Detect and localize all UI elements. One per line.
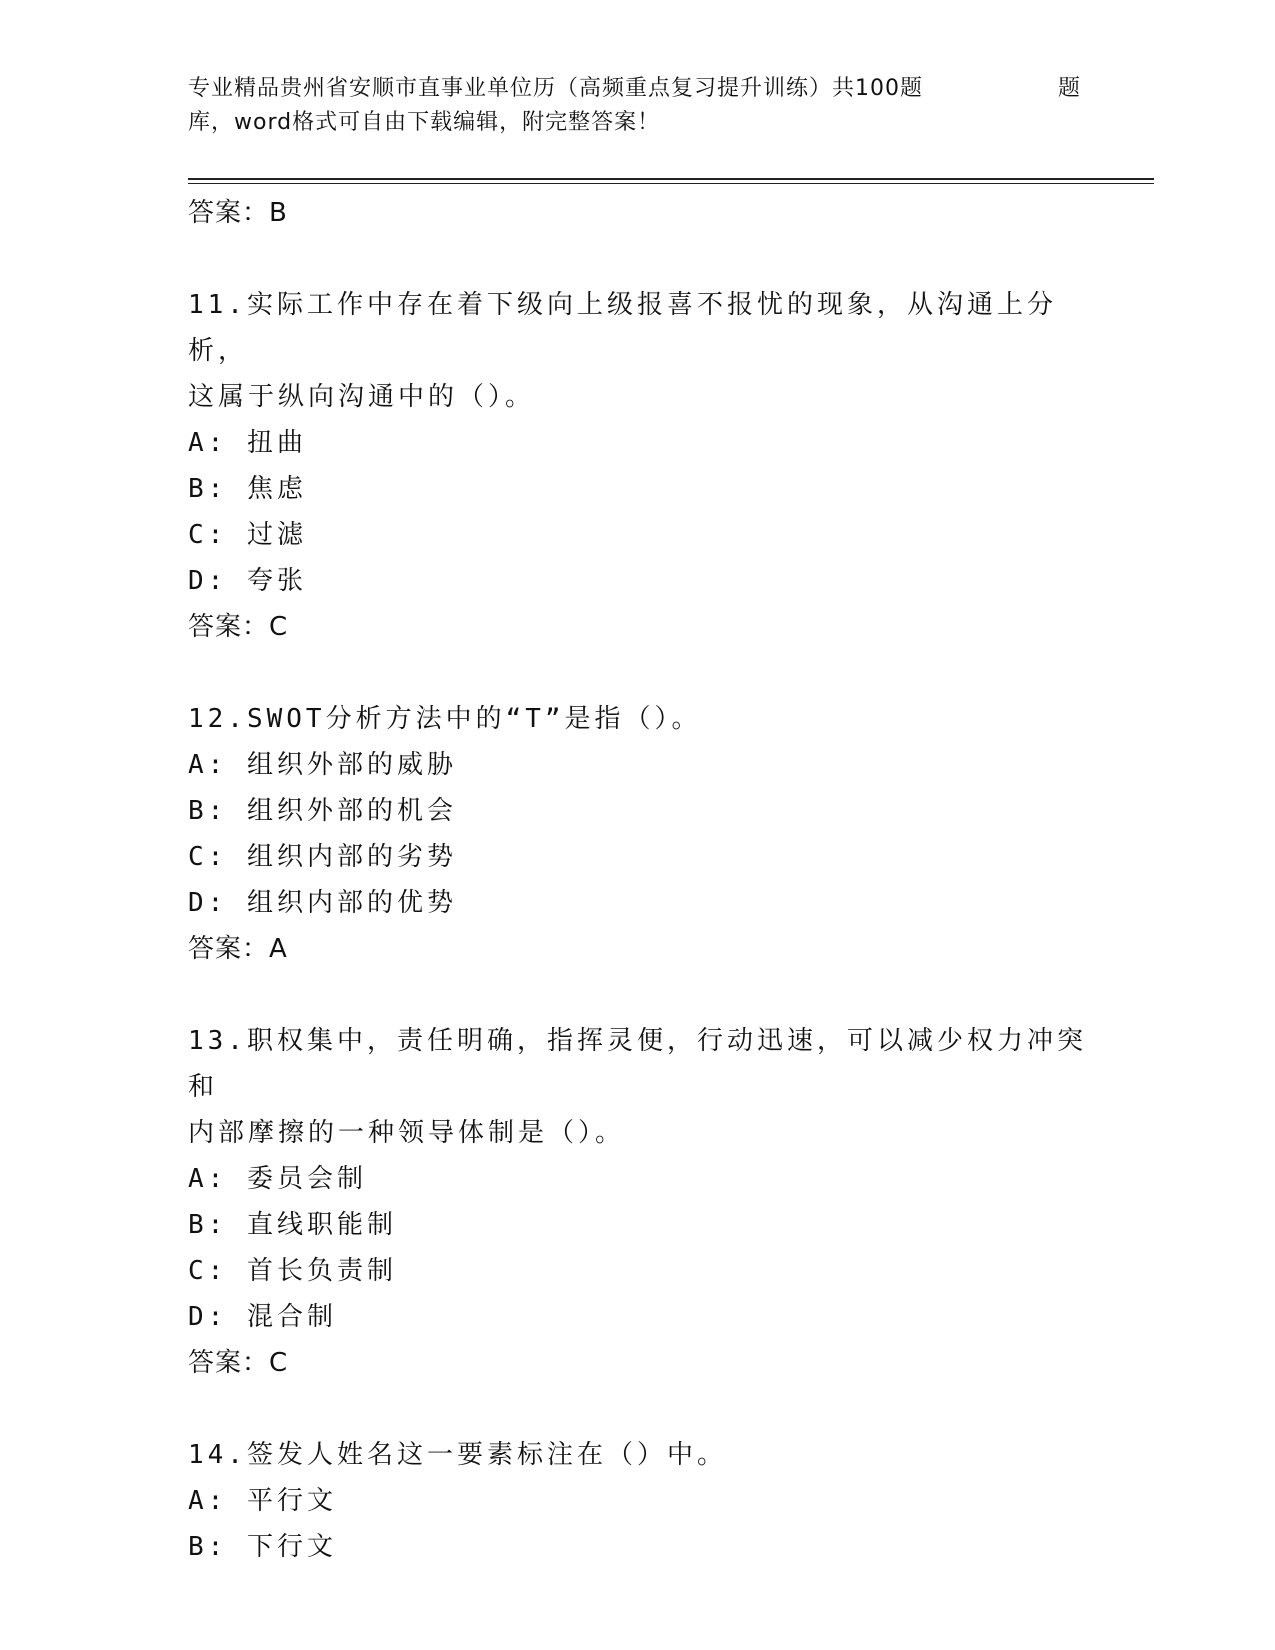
- header-divider-thin: [188, 183, 1154, 184]
- header-title-line-1: 专业精品贵州省安顺市直事业单位历（高频重点复习提升训练）共100题: [188, 76, 923, 101]
- question-stem-line-1: 13.职权集中，责任明确，指挥灵便，行动迅速，可以减少权力冲突和: [188, 1026, 1087, 1102]
- question-13: [188, 1018, 1088, 1386]
- page-header: [188, 72, 1088, 140]
- option-a: A: 平行文: [188, 1486, 337, 1516]
- question-12: [188, 696, 1088, 972]
- previous-answer: 答案：B: [188, 198, 288, 228]
- answer: 答案：C: [188, 1348, 289, 1378]
- option-b: B: 焦虑: [188, 474, 307, 504]
- option-b: B: 下行文: [188, 1532, 337, 1562]
- option-a: A: 委员会制: [188, 1164, 367, 1194]
- option-d: D: 夸张: [188, 566, 307, 596]
- answer: 答案：C: [188, 612, 289, 642]
- option-d: D: 组织内部的优势: [188, 888, 457, 918]
- option-b: B: 直线职能制: [188, 1210, 397, 1240]
- answer: 答案：A: [188, 934, 288, 964]
- header-title-line-2: 库，word格式可自由下载编辑，附完整答案！: [188, 110, 661, 135]
- question-11: [188, 282, 1088, 650]
- question-stem-line-1: 14.签发人姓名这一要素标注在（）中。: [188, 1440, 727, 1470]
- option-c: C: 组织内部的劣势: [188, 842, 457, 872]
- question-stem-line-2: 这属于纵向沟通中的（）。: [188, 382, 536, 412]
- option-b: B: 组织外部的机会: [188, 796, 457, 826]
- header-title-wrap-char: 题: [1058, 76, 1081, 101]
- question-stem-line-1: 12.SWOT分析方法中的“T”是指（）。: [188, 704, 702, 734]
- question-stem-line-2: 内部摩擦的一种领导体制是（）。: [188, 1118, 626, 1148]
- question-list: [188, 190, 1088, 1570]
- option-c: C: 过滤: [188, 520, 307, 550]
- question-14: [188, 1432, 1088, 1570]
- header-divider-thick: [188, 178, 1154, 180]
- option-a: A: 组织外部的威胁: [188, 750, 457, 780]
- option-d: D: 混合制: [188, 1302, 337, 1332]
- question-stem-line-1: 11.实际工作中存在着下级向上级报喜不报忧的现象，从沟通上分析，: [188, 290, 1057, 366]
- option-a: A: 扭曲: [188, 428, 307, 458]
- option-c: C: 首长负责制: [188, 1256, 397, 1286]
